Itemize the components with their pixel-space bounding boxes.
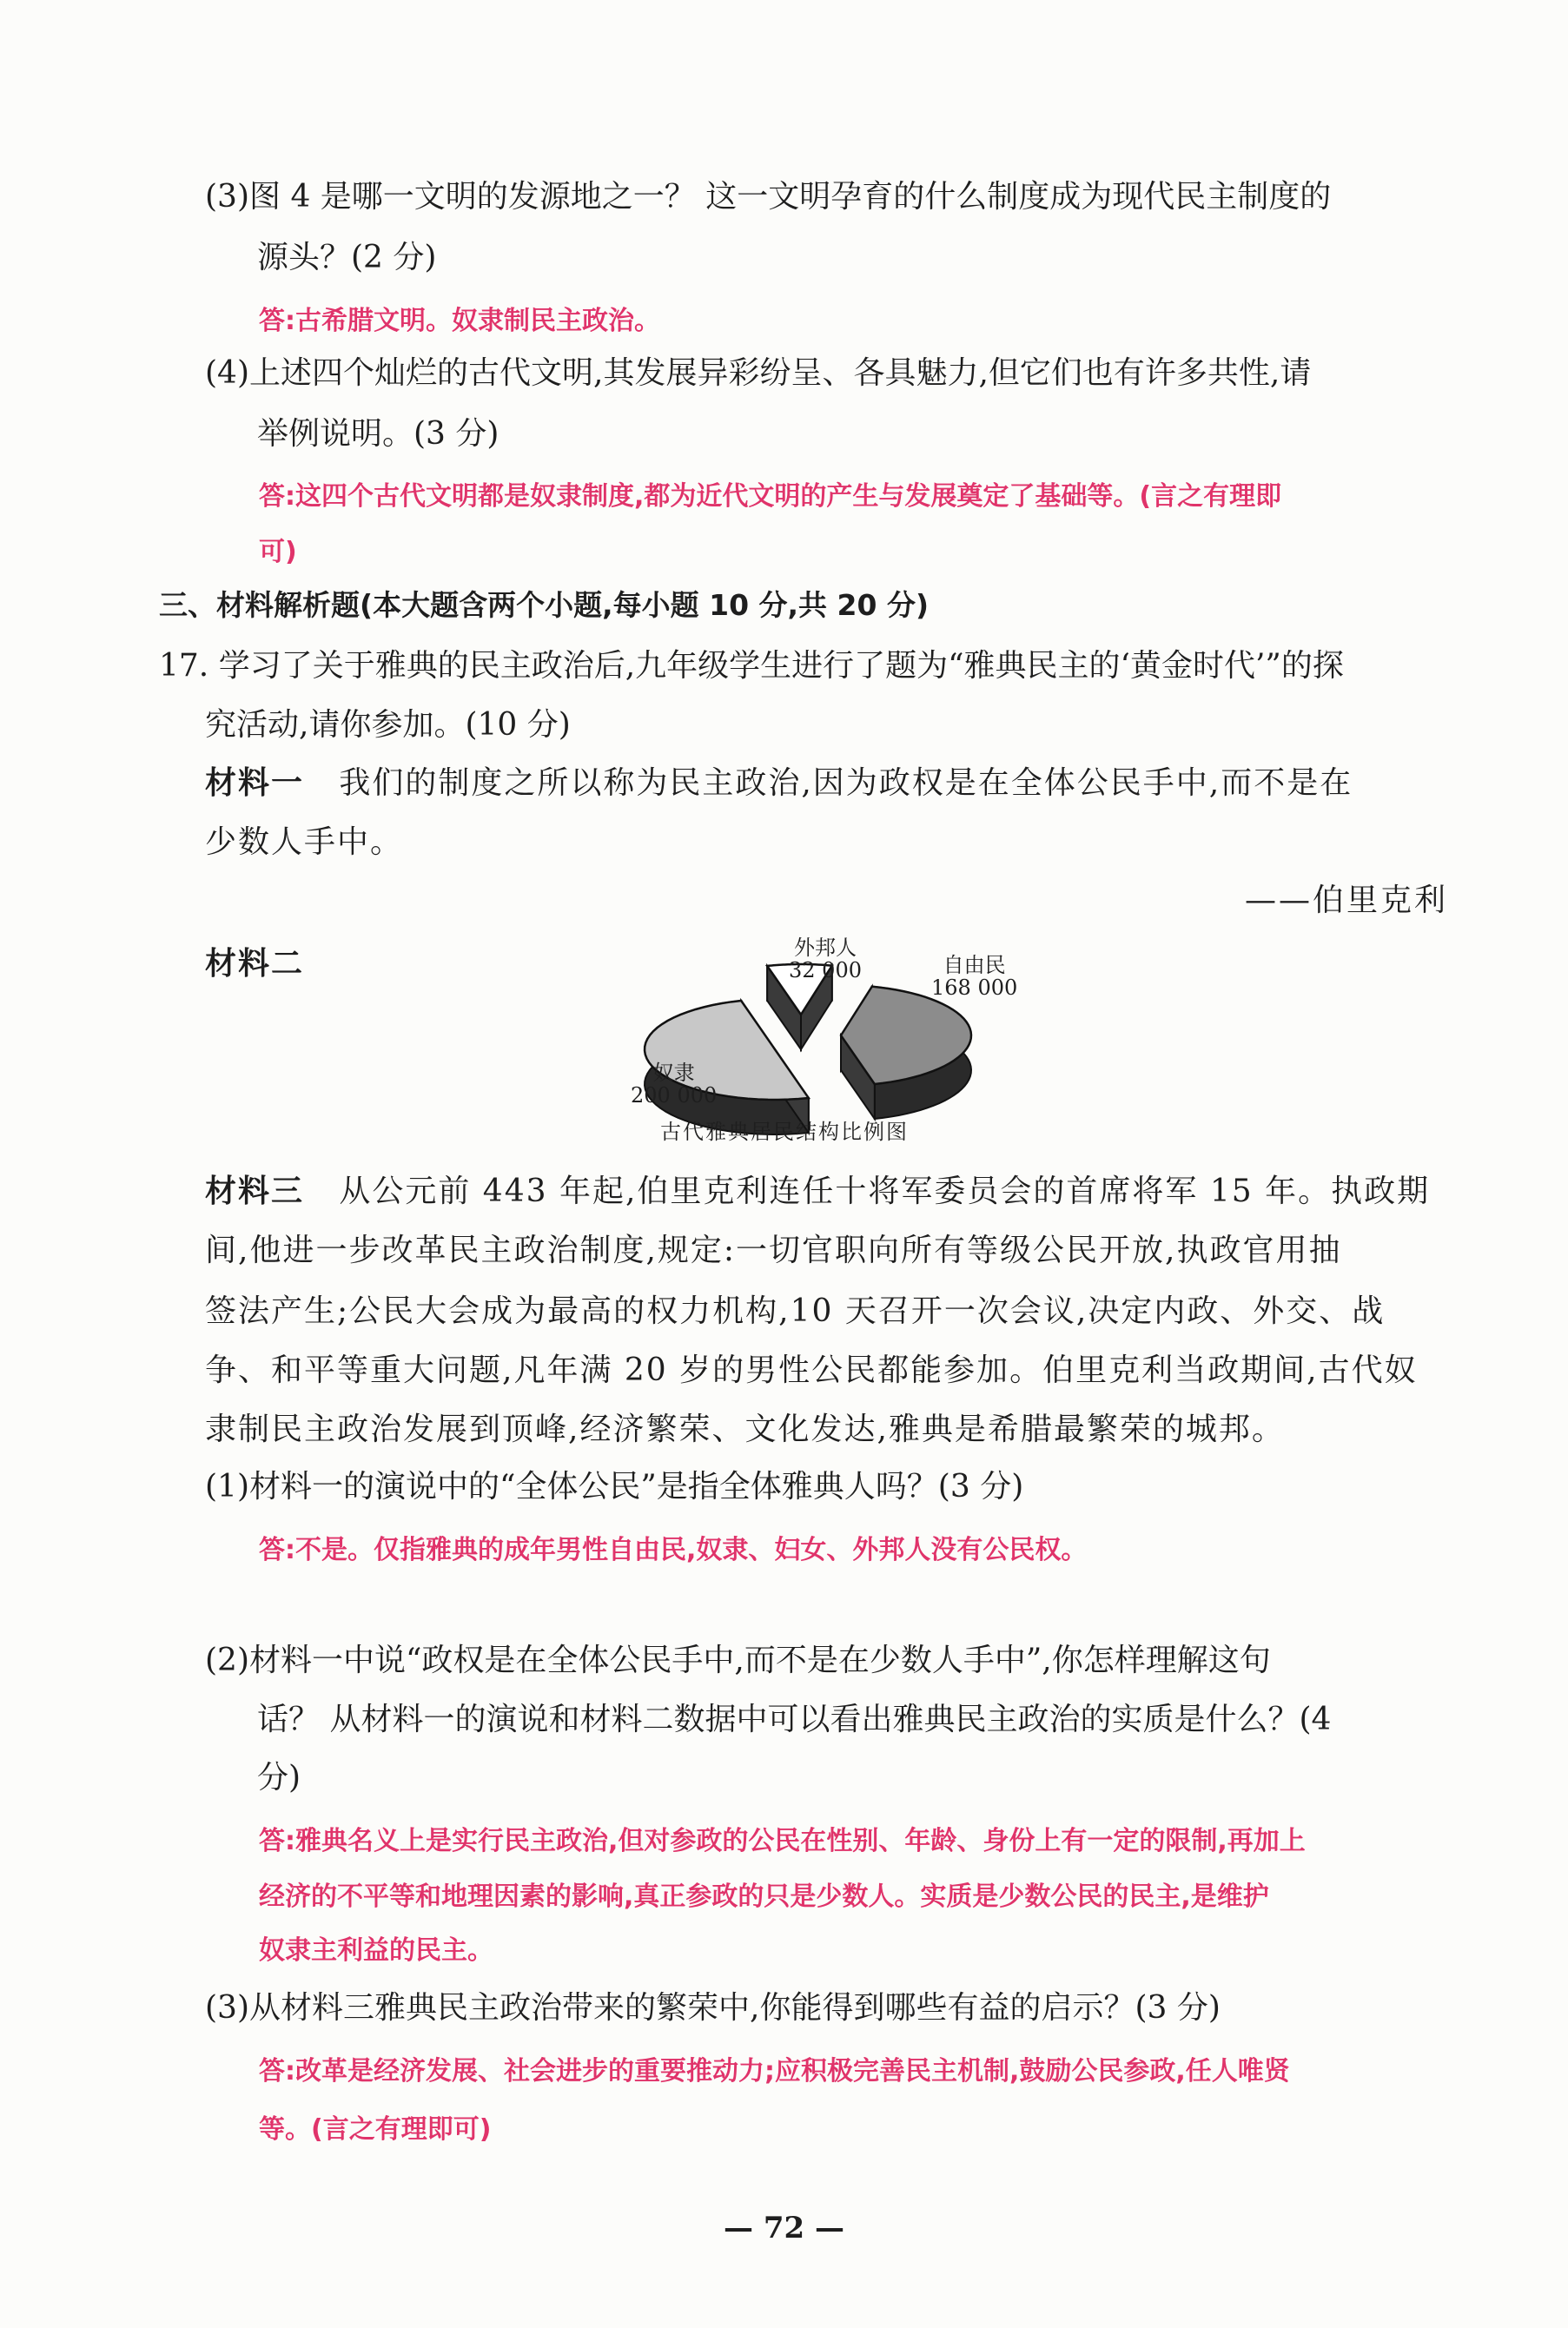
material-3-label: 材料三: [205, 1174, 305, 1209]
material-3-line-5: 隶制民主政治发展到顶峰,经济繁荣、文化发达,雅典是希腊最繁荣的城邦。: [205, 1412, 1285, 1447]
material-3-line-1: [205, 1173, 1430, 1211]
material-3-line-2: 间,他进一步改革民主政治制度,规定:一切官职向所有等级公民开放,执政官用抽: [205, 1233, 1342, 1268]
section-3-title: 三、材料解析题(本大题含两个小题,每小题 10 分,共 20 分): [159, 588, 930, 622]
sub-question-1: (1)材料一的演说中的“全体公民”是指全体雅典人吗？(3 分): [205, 1469, 1024, 1505]
material-1-label: 材料一: [205, 765, 305, 801]
material-1-line-1: [205, 764, 1353, 803]
pie-label-freemen-name: 自由民: [943, 953, 1006, 977]
pie-label-freemen: [931, 954, 1017, 999]
answer-4-line-1: 答:这四个古代文明都是奴隶制度,都为近代文明的产生与发展奠定了基础等。(言之有理即: [259, 481, 1282, 512]
sub-answer-3-line-1: 答:改革是经济发展、社会进步的重要推动力;应积极完善民主机制,鼓励公民参政,任人唯贤: [259, 2056, 1290, 2087]
material-3-line-4: 争、和平等重大问题,凡年满 20 岁的男性公民都能参加。伯里克利当政期间,古代奴: [205, 1352, 1418, 1388]
material-1-source: ——伯里克利: [1244, 883, 1448, 918]
answer-3: 答:古希腊文明。奴隶制民主政治。: [259, 306, 660, 336]
sub-answer-3-line-2: 等。(言之有理即可): [259, 2114, 492, 2145]
pie-slice-2: [841, 987, 971, 1119]
pie-label-slaves: [631, 1061, 717, 1107]
sub-answer-1: 答:不是。仅指雅典的成年男性自由民,奴隶、妇女、外邦人没有公民权。: [259, 1535, 1088, 1565]
page-number: — 72 —: [724, 2211, 844, 2245]
pie-label-foreigners-value: 32 000: [789, 958, 862, 982]
question-17-line-2: 究活动,请你参加。(10 分): [205, 707, 571, 743]
answer-4-line-2: 可): [259, 537, 297, 567]
material-1-text: 我们的制度之所以称为民主政治,因为政权是在全体公民手中,而不是在: [339, 765, 1353, 801]
pie-label-slaves-value: 200 000: [631, 1083, 718, 1108]
pie-label-slaves-name: 奴隶: [652, 1061, 695, 1085]
pie-chart-title: 古代雅典居民结构比例图: [660, 1120, 909, 1144]
question-3-line-1: (3)图 4 是哪一文明的发源地之一？ 这一文明孕育的什么制度成为现代民主制度的: [205, 179, 1332, 215]
material-1-line-2: 少数人手中。: [205, 824, 404, 860]
material-3-text-1: 从公元前 443 年起,伯里克利连任十将军委员会的首席将军 15 年。执政期: [339, 1174, 1431, 1209]
pie-label-foreigners-name: 外邦人: [793, 936, 857, 960]
pie-label-freemen-value: 168 000: [931, 976, 1018, 1000]
sub-answer-2-line-2: 经济的不平等和地理因素的影响,真正参政的只是少数人。实质是少数公民的民主,是维护: [259, 1882, 1269, 1912]
question-4-line-1: (4)上述四个灿烂的古代文明,其发展异彩纷呈、各具魅力,但它们也有许多共性,请: [205, 355, 1312, 391]
sub-question-2-line-2: 话？ 从材料一的演说和材料二数据中可以看出雅典民主政治的实质是什么？(4: [257, 1702, 1332, 1737]
question-3-line-2: 源头？(2 分): [257, 240, 437, 275]
material-2-label: 材料二: [205, 946, 305, 982]
pie-label-foreigners: [789, 936, 862, 982]
sub-question-2-line-3: 分): [257, 1760, 301, 1796]
sub-answer-2-line-3: 奴隶主利益的民主。: [259, 1935, 493, 1966]
sub-question-2-line-1: (2)材料一中说“政权是在全体公民手中,而不是在少数人手中”,你怎样理解这句: [205, 1643, 1271, 1678]
question-17-line-1: 17. 学习了关于雅典的民主政治后,九年级学生进行了题为“雅典民主的‘黄金时代’”的探: [159, 648, 1344, 684]
question-4-line-2: 举例说明。(3 分): [257, 416, 500, 452]
sub-question-3: (3)从材料三雅典民主政治带来的繁荣中,你能得到哪些有益的启示？(3 分): [205, 1990, 1221, 2026]
material-3-line-3: 签法产生;公民大会成为最高的权力机构,10 天召开一次会议,决定内政、外交、战: [205, 1293, 1386, 1329]
sub-answer-2-line-1: 答:雅典名义上是实行民主政治,但对参政的公民在性别、年龄、身份上有一定的限制,再加上: [259, 1826, 1306, 1856]
